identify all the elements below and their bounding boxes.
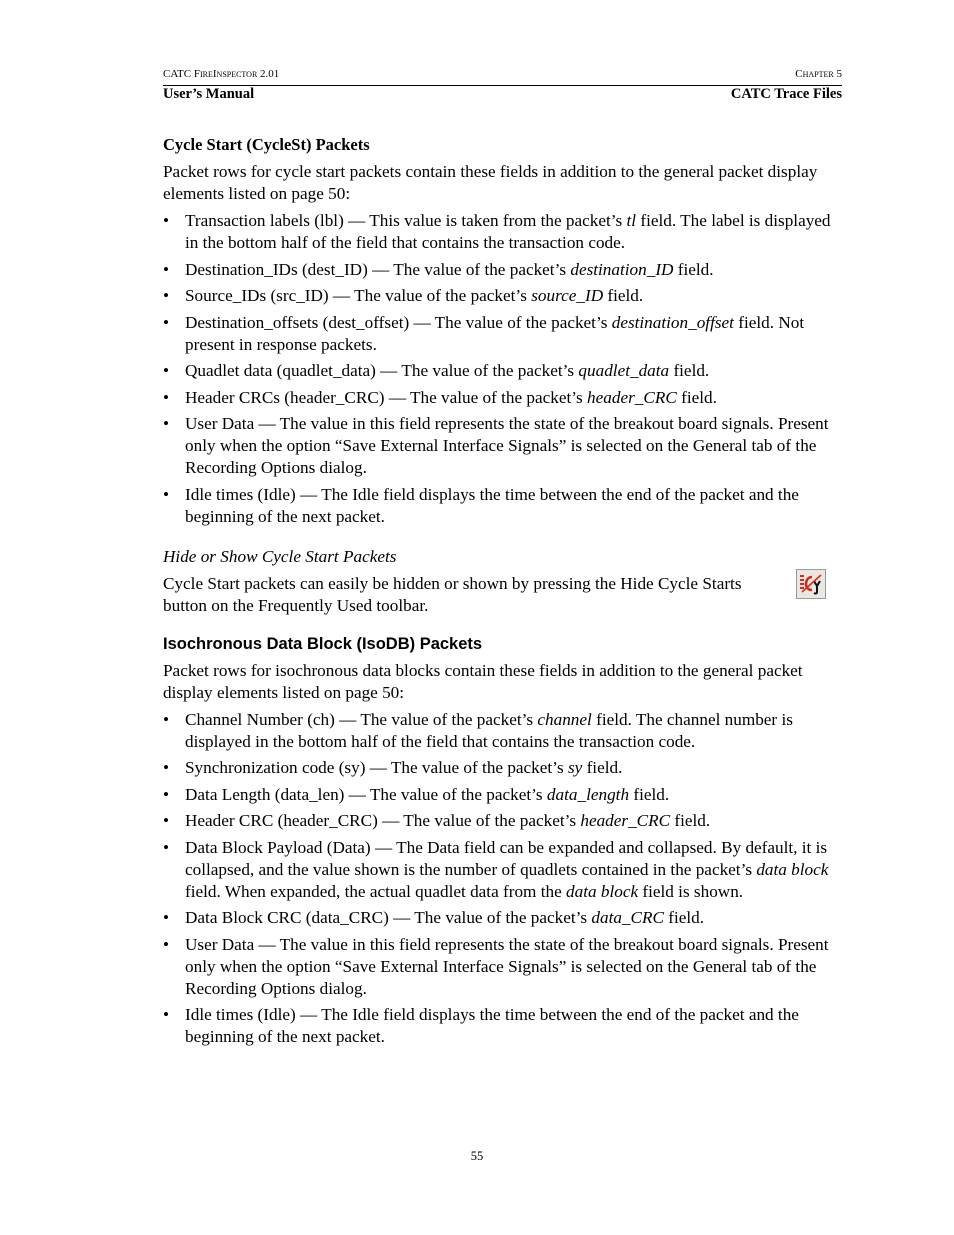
list-item: • Quadlet data (quadlet_data) — The value of the packet’s quadlet_data field.	[163, 360, 842, 382]
header-product: CATC FireInspector 2.01	[163, 68, 280, 80]
page-content	[163, 134, 842, 1053]
header-chapter-title: CATC Trace Files	[730, 86, 842, 102]
list-item: • Channel Number (ch) — The value of the packet’s channel field. The channel number is displayed in the bottom half of the field that contains the transaction code.	[163, 709, 842, 753]
isodb-field-list	[163, 709, 842, 1049]
list-item: • Destination_IDs (dest_ID) — The value of the packet’s destination_ID field.	[163, 259, 842, 281]
isodb-intro: Packet rows for isochronous data blocks contain these fields in addition to the general packet display elements listed on page 50:	[163, 660, 803, 702]
hideshow-text: Cycle Start packets can easily be hidden or shown by pressing the Hide Cycle Starts button on the Frequently Used toolbar.	[163, 573, 742, 615]
hideshow-subheading: Hide or Show Cycle Start Packets	[163, 546, 397, 566]
cyclestart-heading: Cycle Start (CycleSt) Packets	[163, 135, 370, 154]
header-manual: User’s Manual	[163, 86, 255, 102]
hide-cycle-starts-icon	[799, 573, 823, 595]
list-item: • Header CRCs (header_CRC) — The value of the packet’s header_CRC field.	[163, 387, 842, 409]
list-item: • User Data — The value in this field represents the state of the breakout board signals. Present only when the option “Save External Interface Signals” is selected on the General tab of the Recording Options dialog.	[163, 413, 842, 479]
list-item: • Source_IDs (src_ID) — The value of the packet’s source_ID field.	[163, 285, 842, 307]
list-item: • Transaction labels (lbl) — This value is taken from the packet’s tl field. The label is displayed in the bottom half of the field that contains the transaction code.	[163, 210, 842, 254]
list-item: • Data Block CRC (data_CRC) — The value of the packet’s data_CRC field.	[163, 907, 842, 929]
isodb-heading: Isochronous Data Block (IsoDB) Packets	[163, 634, 483, 653]
cyclestart-intro: Packet rows for cycle start packets contain these fields in addition to the general packet display elements listed on page 50:	[163, 162, 818, 203]
page-number: 55	[470, 1149, 484, 1163]
hide-cycle-starts-button[interactable]	[796, 569, 826, 599]
list-item: • Idle times (Idle) — The Idle field displays the time between the end of the packet and the beginning of the next packet.	[163, 1004, 842, 1048]
running-header-top	[163, 68, 842, 80]
list-item: • Destination_offsets (dest_offset) — The value of the packet’s destination_offset field. Not present in response packets.	[163, 312, 842, 356]
header-chapter: Chapter 5	[795, 68, 842, 80]
list-item: • Data Length (data_len) — The value of the packet’s data_length field.	[163, 784, 842, 806]
list-item: • Header CRC (header_CRC) — The value of the packet’s header_CRC field.	[163, 810, 842, 832]
list-item: • Idle times (Idle) — The Idle field displays the time between the end of the packet and the beginning of the next packet.	[163, 484, 842, 528]
list-item: • Synchronization code (sy) — The value of the packet’s sy field.	[163, 757, 842, 779]
cyclestart-field-list	[163, 210, 842, 528]
list-item: • User Data — The value in this field represents the state of the breakout board signals. Present only when the option “Save External Interface Signals” is selected on the General tab of the Recording Options dialog.	[163, 934, 842, 1000]
running-header-bottom	[163, 86, 842, 103]
list-item: • Data Block Payload (Data) — The Data field can be expanded and collapsed. By default, it is collapsed, and the value shown is the number of quadlets contained in the packet’s data block field. When expanded, the actual quadlet data from the data block field is shown.	[163, 837, 842, 903]
hideshow-paragraph	[163, 573, 842, 617]
